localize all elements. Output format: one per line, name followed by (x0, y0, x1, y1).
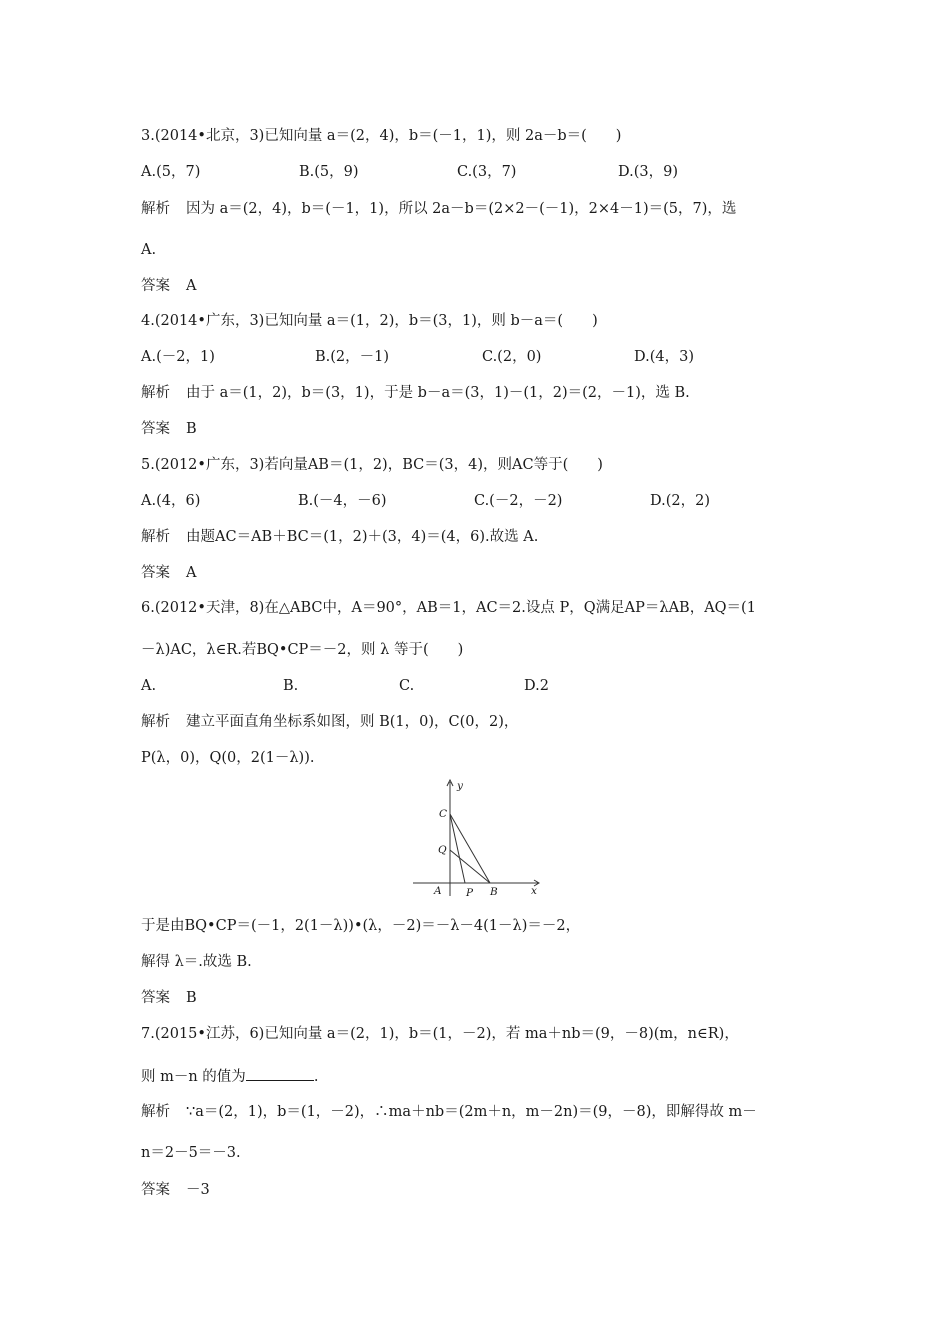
q3-option-c: C.(3，7) (457, 164, 517, 180)
q3-answer (141, 276, 196, 296)
q6-analysis-label: 解析 (141, 714, 170, 730)
q4-option-d: D.(4，3) (634, 349, 694, 365)
q3-answer-value: A (186, 278, 197, 294)
answer-blank (246, 1066, 314, 1081)
q6-answer-value: B (186, 990, 197, 1006)
q5-stem: 5.(2012•广东，3)若向量AB＝(1，2)，BC＝(3，4)，则AC等于( ) (141, 457, 603, 473)
q4-answer (141, 419, 197, 439)
point-a-label: A (434, 885, 442, 897)
x-axis-label: x (531, 885, 537, 897)
q3-stem: 3.(2014•北京，3)已知向量 a＝(2，4)，b＝(－1，1)，则 2a－b＝( ) (141, 128, 622, 144)
q5-analysis: 解析 由题AC＝AB＋BC＝(1，2)＋(3，4)＝(4，6).故选 A. (141, 529, 539, 545)
point-b-label: B (490, 886, 498, 898)
q3-option-a: A.(5，7) (141, 164, 201, 180)
q4-answer-value: B (186, 421, 197, 437)
segment-cb (450, 814, 490, 883)
q4-option-c: C.(2，0) (482, 349, 542, 365)
q6-answer-label: 答案 (141, 990, 170, 1006)
q5-analysis-label: 解析 (141, 529, 170, 545)
y-axis-label: y (457, 780, 463, 792)
q3-option-d: D.(3，9) (618, 164, 678, 180)
q3-option-b: B.(5，9) (299, 164, 359, 180)
q7-analysis-label: 解析 (141, 1104, 170, 1120)
q6-coordinate-figure (410, 778, 542, 898)
q6-analysis-line-3: 于是由BQ•CP＝(－1，2(1－λ))•(λ，－2)＝－λ－4(1－λ)＝－2， (141, 918, 581, 934)
q7-analysis-line-2: n＝2－5＝－3. (141, 1145, 241, 1161)
q4-analysis: 解析 由于 a＝(1，2)，b＝(3，1)，于是 b－a＝(3，1)－(1，2)＝(2，－1)，选 B. (141, 385, 690, 401)
q3-analysis-line-1: 解析 因为 a＝(2，4)，b＝(－1，1)，所以 2a－b＝(2×2－(－1)，2×4－1)＝(5，7)，选 (141, 201, 737, 217)
q6-stem-line-2: －λ)AC，λ∈R.若BQ•CP＝－2，则 λ 等于( ) (141, 642, 464, 658)
q6-option-a: A. (141, 678, 157, 694)
q7-answer (141, 1180, 210, 1200)
q5-answer (141, 563, 196, 583)
q5-answer-label: 答案 (141, 565, 170, 581)
q7-stem-line-1: 7.(2015•江苏，6)已知向量 a＝(2，1)，b＝(1，－2)，若 ma＋nb＝(9，－8)(m，n∈R)， (141, 1026, 739, 1042)
q6-analysis-line-1: 解析 建立平面直角坐标系如图，则 B(1，0)，C(0，2)， (141, 714, 519, 730)
q6-stem-line-1: 6.(2012•天津，8)在△ABC中，A＝90°，AB＝1，AC＝2.设点 P，Q满足AP＝λAB，AQ＝(1 (141, 600, 756, 616)
q5-option-d: D.(2，2) (650, 493, 710, 509)
q3-analysis-label: 解析 (141, 201, 170, 217)
q7-analysis-line-1: 解析 ∵a＝(2，1)，b＝(1，－2)，∴ma＋nb＝(2m＋n，m－2n)＝(9，－8)，即解得故 m－ (141, 1104, 757, 1120)
q6-analysis-line-2: P(λ，0)，Q(0，2(1－λ)). (141, 750, 315, 766)
q4-option-b: B.(2，－1) (315, 349, 390, 365)
q6-analysis-line-4: 解得 λ＝.故选 B. (141, 954, 252, 970)
point-p-label: P (466, 887, 474, 898)
q7-answer-value: －3 (186, 1182, 210, 1198)
segment-cp (450, 814, 465, 883)
q3-analysis-line-2: A. (141, 242, 157, 258)
q6-option-b: B. (283, 678, 299, 694)
q5-answer-value: A (186, 565, 197, 581)
q3-answer-label: 答案 (141, 278, 170, 294)
q7-stem-line-2: 则 m－n 的值为 . (141, 1066, 318, 1087)
q4-option-a: A.(－2，1) (141, 349, 215, 365)
point-q-label: Q (438, 844, 447, 856)
q5-option-b: B.(－4，－6) (298, 493, 387, 509)
q5-option-c: C.(－2，－2) (474, 493, 563, 509)
q4-answer-label: 答案 (141, 421, 170, 437)
q6-option-d: D.2 (524, 678, 549, 694)
q4-stem: 4.(2014•广东，3)已知向量 a＝(1，2)，b＝(3，1)，则 b－a＝( ) (141, 313, 598, 329)
segment-qb (450, 850, 490, 883)
q6-option-c: C. (399, 678, 415, 694)
q6-answer (141, 988, 197, 1008)
q5-option-a: A.(4，6) (141, 493, 201, 509)
point-c-label: C (439, 808, 448, 820)
q4-analysis-label: 解析 (141, 385, 170, 401)
q7-answer-label: 答案 (141, 1182, 170, 1198)
